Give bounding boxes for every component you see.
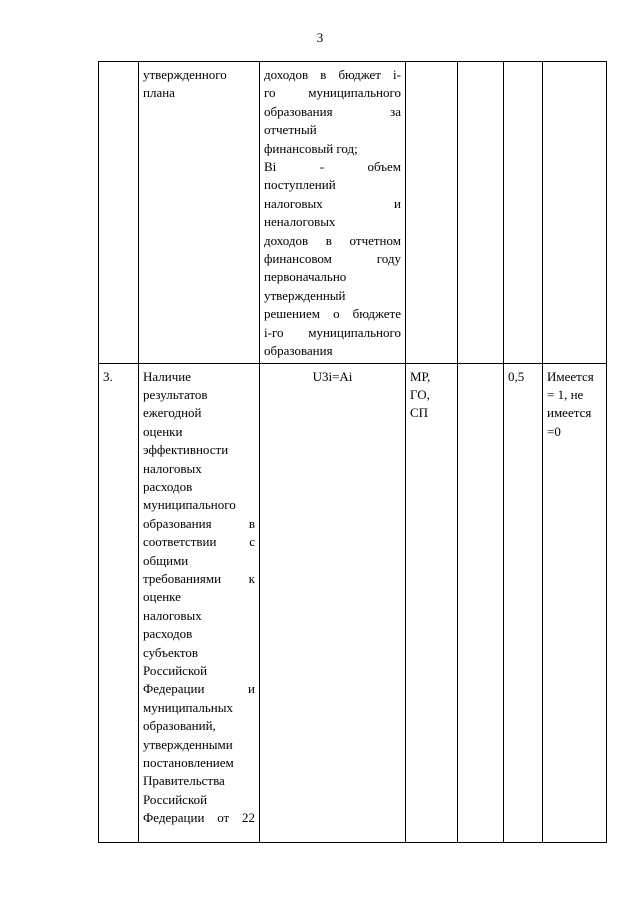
text-line: = 1, не bbox=[547, 386, 584, 402]
text-line: =0 bbox=[547, 423, 561, 439]
indicator-cell bbox=[139, 363, 260, 842]
empty-cell bbox=[458, 363, 504, 842]
indicators-table bbox=[98, 61, 607, 843]
text-line: Имеется bbox=[547, 368, 594, 384]
text-line: утвержденными bbox=[143, 736, 233, 752]
text-line: постановлением bbox=[143, 755, 234, 771]
text-line: оценки bbox=[143, 423, 183, 439]
text-line: МР, bbox=[410, 368, 431, 384]
text-line: доходов в отчетном bbox=[264, 232, 401, 248]
page-number: 3 bbox=[316, 30, 324, 45]
values-cell bbox=[543, 363, 607, 842]
text-line: Федерации от 22 bbox=[143, 810, 255, 826]
values-cell bbox=[543, 62, 607, 364]
text-line: имеется bbox=[547, 405, 592, 421]
text-line: образования за bbox=[264, 103, 401, 119]
text-line: Правительства bbox=[143, 773, 225, 789]
text-line: неналоговых bbox=[264, 214, 336, 230]
row-number-cell: 3. bbox=[99, 363, 139, 842]
text-line: утвержденного bbox=[143, 67, 227, 82]
text-line: требованиями к bbox=[143, 570, 255, 586]
text-line: образования в bbox=[143, 515, 255, 531]
indicator-cell bbox=[139, 62, 260, 364]
formula-cell: U3i=Ai bbox=[260, 363, 406, 842]
text-line: Наличие bbox=[143, 368, 191, 384]
text-line: утвержденный bbox=[264, 287, 346, 303]
text-line: налоговых bbox=[143, 460, 202, 476]
formula-cell bbox=[260, 62, 406, 364]
text-line: образований, bbox=[143, 718, 216, 734]
text-line: поступлений bbox=[264, 177, 336, 193]
applies-to-cell bbox=[406, 62, 458, 364]
text-line: образования bbox=[264, 343, 333, 359]
text-line: налоговых bbox=[143, 607, 202, 623]
text-line: расходов bbox=[143, 626, 193, 642]
text-line: решением о бюджете bbox=[264, 306, 401, 322]
text-line: муниципального bbox=[143, 497, 236, 513]
text-line: субъектов bbox=[143, 644, 199, 660]
text-line: Российской bbox=[143, 663, 208, 678]
text-line: первоначально bbox=[264, 269, 347, 285]
text-line: отчетный bbox=[264, 122, 317, 138]
table-row-3 bbox=[99, 363, 607, 842]
text-line: соответствии с bbox=[143, 534, 255, 550]
weight-cell: 0,5 bbox=[504, 363, 543, 842]
text-line: плана bbox=[143, 85, 175, 101]
text-line: эффективности bbox=[143, 442, 229, 458]
text-line: муниципальных bbox=[143, 699, 234, 715]
text-line: Российской bbox=[143, 791, 208, 807]
text-line: го муниципального bbox=[264, 85, 401, 101]
text-line: результатов bbox=[143, 386, 208, 402]
text-line: общими bbox=[143, 552, 189, 568]
text-line: налоговых и bbox=[264, 195, 401, 211]
text-line: доходов в бюджет i- bbox=[264, 67, 401, 82]
text-line: Федерации и bbox=[143, 681, 255, 697]
text-line: ГО, bbox=[410, 386, 430, 402]
text-line: i-го муниципального bbox=[264, 324, 401, 340]
table-row-continuation bbox=[99, 62, 607, 364]
applies-to-cell bbox=[406, 363, 458, 842]
text-line: расходов bbox=[143, 478, 193, 494]
text-line: Bi - объем bbox=[264, 159, 401, 175]
text-line: финансовый год; bbox=[264, 140, 358, 156]
text-line: ежегодной bbox=[143, 405, 202, 421]
empty-cell bbox=[458, 62, 504, 364]
text-line: оценке bbox=[143, 589, 181, 605]
row-number-cell bbox=[99, 62, 139, 364]
weight-cell bbox=[504, 62, 543, 364]
text-line: СП bbox=[410, 405, 429, 421]
text-line: финансовом году bbox=[264, 251, 401, 267]
